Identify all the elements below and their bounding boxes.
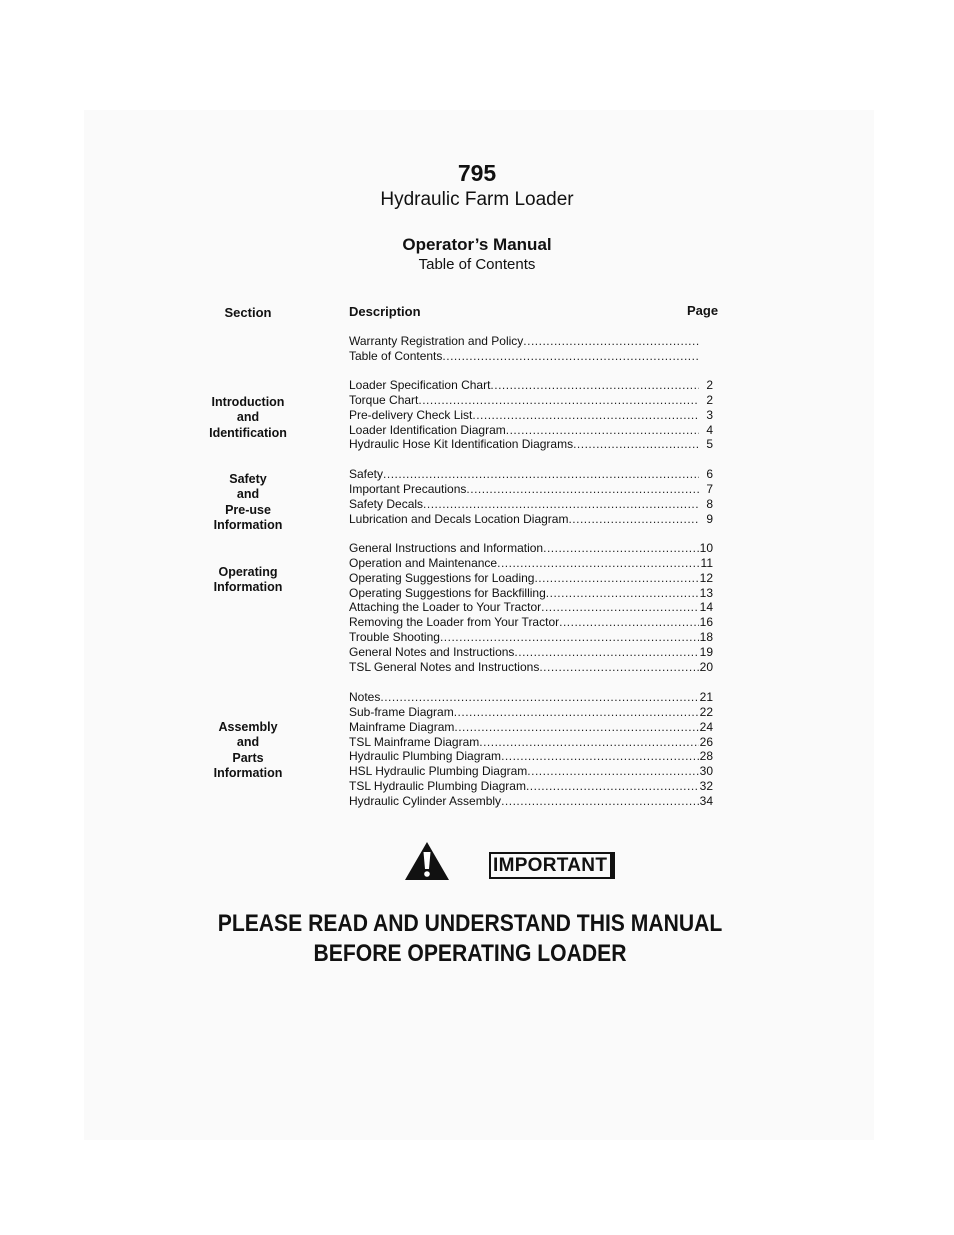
section-label-line: Pre-use bbox=[225, 502, 271, 517]
notice-line-2: BEFORE OPERATING LOADER bbox=[313, 940, 627, 967]
toc-entry-page: 32 bbox=[699, 779, 713, 794]
toc-entry-page: 26 bbox=[699, 734, 713, 749]
toc-entry-page: 20 bbox=[699, 659, 713, 674]
dot-leader bbox=[466, 482, 699, 497]
toc-entry bbox=[349, 378, 713, 393]
dot-leader bbox=[454, 720, 699, 735]
toc-entry bbox=[349, 556, 713, 571]
toc-entry-title: Trouble Shooting bbox=[349, 630, 440, 645]
dot-leader bbox=[418, 393, 699, 408]
toc-entry bbox=[349, 349, 713, 364]
dot-leader bbox=[501, 794, 699, 809]
toc-entry-page: 14 bbox=[699, 600, 713, 615]
toc-entry-title: Operating Suggestions for Loading bbox=[349, 570, 535, 585]
toc-entry bbox=[349, 393, 713, 408]
dot-leader bbox=[490, 378, 699, 393]
toc-entry bbox=[349, 571, 713, 586]
toc-entry bbox=[349, 735, 713, 750]
toc-entry-page: 19 bbox=[699, 644, 713, 659]
dot-leader bbox=[380, 690, 699, 705]
dot-leader bbox=[573, 437, 699, 452]
dot-leader bbox=[543, 541, 699, 556]
toc-entry-title: Loader Identification Diagram bbox=[349, 422, 506, 437]
toc-entry-title: Removing the Loader from Your Tractor bbox=[349, 615, 560, 630]
toc-entry bbox=[349, 705, 713, 720]
toc-entry-title: Table of Contents bbox=[349, 348, 443, 363]
toc-entry-page: 22 bbox=[699, 704, 713, 719]
toc-entry bbox=[349, 497, 713, 512]
toc-entry-title: Operating Suggestions for Backfilling bbox=[349, 585, 546, 600]
section-label-line: Information bbox=[213, 518, 283, 533]
toc-entry-page: 2 bbox=[706, 378, 713, 392]
toc-entry-page: 9 bbox=[706, 511, 713, 526]
toc-entry-page: 7 bbox=[706, 481, 713, 496]
toc-entry-title: General Instructions and Information bbox=[349, 541, 544, 555]
toc-entry-page: 11 bbox=[700, 555, 713, 570]
dot-leader bbox=[501, 749, 699, 764]
dot-leader bbox=[568, 512, 699, 527]
dot-leader bbox=[479, 735, 699, 750]
toc-entry bbox=[349, 794, 713, 809]
section-label-line: Identification bbox=[209, 425, 287, 440]
page-column-header: Page bbox=[687, 303, 719, 318]
toc-entry-page: 3 bbox=[706, 407, 713, 422]
toc-entry bbox=[349, 541, 713, 556]
toc-entry-title: Important Precautions bbox=[349, 481, 467, 496]
notice-line-1: PLEASE READ AND UNDERSTAND THIS MANUAL bbox=[217, 910, 723, 937]
toc-group bbox=[349, 378, 713, 452]
toc-title: Table of Contents bbox=[418, 256, 536, 273]
toc-entry-page: 18 bbox=[699, 630, 713, 645]
toc-entry bbox=[349, 437, 713, 452]
toc-group bbox=[349, 467, 713, 526]
section-label-line: Parts bbox=[232, 750, 264, 765]
toc-entry-title: Hydraulic Cylinder Assembly bbox=[349, 793, 502, 808]
toc-entry bbox=[349, 720, 713, 735]
toc-entry bbox=[349, 467, 713, 482]
toc-entry-title: General Notes and Instructions bbox=[349, 644, 515, 659]
dot-leader bbox=[454, 705, 699, 720]
toc-entry-title: TSL Mainframe Diagram bbox=[349, 734, 480, 749]
toc-entry-title: Safety bbox=[349, 467, 384, 481]
toc-group bbox=[349, 541, 713, 675]
dot-leader bbox=[472, 408, 699, 423]
toc-entry bbox=[349, 586, 713, 601]
section-label-line: Information bbox=[213, 580, 283, 595]
section-label bbox=[193, 395, 303, 441]
toc-entry-title: HSL Hydraulic Plumbing Diagram bbox=[349, 764, 528, 779]
toc-entry-page: 2 bbox=[706, 392, 713, 407]
toc-entry bbox=[349, 423, 713, 438]
toc-entry-title: Lubrication and Decals Location Diagram bbox=[349, 511, 569, 526]
toc-entry-title: Loader Specification Chart bbox=[349, 378, 491, 392]
section-column-header: Section bbox=[224, 305, 272, 320]
description-column-header: Description bbox=[349, 304, 421, 319]
toc-entry-title: Warranty Registration and Policy bbox=[349, 334, 524, 348]
section-label bbox=[193, 565, 303, 596]
section-label-line: Introduction bbox=[211, 395, 285, 409]
toc-entry-title: Attaching the Loader to Your Tractor bbox=[349, 600, 542, 615]
toc-entry-page: 6 bbox=[706, 467, 713, 481]
dot-leader bbox=[527, 764, 699, 779]
toc-entry-title: TSL General Notes and Instructions bbox=[349, 659, 540, 674]
toc-entry-page: 10 bbox=[699, 541, 713, 555]
dot-leader bbox=[523, 334, 699, 349]
dot-leader bbox=[442, 349, 699, 364]
section-label-line: Operating bbox=[218, 565, 278, 579]
toc-entry bbox=[349, 615, 713, 630]
toc-entry-page: 34 bbox=[699, 793, 713, 808]
dot-leader bbox=[526, 779, 699, 794]
dot-leader bbox=[506, 423, 699, 438]
toc-entry-title: Notes bbox=[349, 690, 381, 704]
toc-entry bbox=[349, 690, 713, 705]
dot-leader bbox=[539, 660, 699, 675]
dot-leader bbox=[423, 497, 699, 512]
toc-entry bbox=[349, 512, 713, 527]
toc-entry bbox=[349, 764, 713, 779]
toc-entry bbox=[349, 645, 713, 660]
section-label bbox=[193, 472, 303, 534]
toc-entry-title: Operation and Maintenance bbox=[349, 555, 498, 570]
toc-entry bbox=[349, 408, 713, 423]
warning-triangle-icon bbox=[404, 841, 450, 881]
manual-title: Operator’s Manual bbox=[402, 235, 552, 254]
toc-entry-page: 5 bbox=[706, 437, 713, 452]
toc-entry-title: Hydraulic Hose Kit Identification Diagrams bbox=[349, 437, 574, 452]
toc-entry-title: TSL Hydraulic Plumbing Diagram bbox=[349, 779, 526, 794]
toc-group bbox=[349, 690, 713, 809]
toc-entry-page: 28 bbox=[699, 749, 713, 764]
section-label-line: and bbox=[236, 410, 260, 425]
toc-entry-page: 12 bbox=[699, 570, 713, 585]
toc-entry-page: 30 bbox=[699, 764, 713, 779]
product-name: Hydraulic Farm Loader bbox=[380, 189, 574, 210]
dot-leader bbox=[534, 571, 699, 586]
toc-entry-page: 8 bbox=[706, 496, 713, 511]
dot-leader bbox=[559, 615, 699, 630]
toc-entry-page: 21 bbox=[699, 690, 713, 704]
toc-entry bbox=[349, 482, 713, 497]
toc-entry-page: 24 bbox=[699, 719, 713, 734]
section-label bbox=[193, 720, 303, 782]
section-label-line: and bbox=[236, 487, 260, 502]
section-label-line: Assembly bbox=[218, 720, 278, 734]
toc-entry-title: Pre-delivery Check List bbox=[349, 407, 473, 422]
toc-entry bbox=[349, 779, 713, 794]
section-label-line: Safety bbox=[229, 472, 267, 486]
toc-entry bbox=[349, 630, 713, 645]
toc-entry-title: Hydraulic Plumbing Diagram bbox=[349, 749, 502, 764]
section-label-line: Information bbox=[213, 766, 283, 781]
toc-entry-page: 4 bbox=[706, 422, 713, 437]
toc-entry bbox=[349, 749, 713, 764]
toc-entry-page: 13 bbox=[699, 585, 713, 600]
dot-leader bbox=[514, 645, 699, 660]
dot-leader bbox=[383, 467, 699, 482]
dot-leader bbox=[497, 556, 699, 571]
toc-entry-page: 16 bbox=[699, 615, 713, 630]
toc-entry-title: Sub-frame Diagram bbox=[349, 704, 454, 719]
model-number: 795 bbox=[457, 160, 497, 186]
toc-entry bbox=[349, 600, 713, 615]
dot-leader bbox=[541, 600, 699, 615]
toc-entry bbox=[349, 660, 713, 675]
dot-leader bbox=[440, 630, 699, 645]
toc-entry-title: Mainframe Diagram bbox=[349, 719, 455, 734]
section-label-line: and bbox=[236, 735, 260, 750]
toc-entry-title: Torque Chart bbox=[349, 392, 419, 407]
toc-entry bbox=[349, 334, 713, 349]
dot-leader bbox=[546, 586, 699, 601]
read-manual-notice bbox=[56, 909, 883, 969]
toc-group bbox=[349, 334, 713, 364]
toc-entry-title: Safety Decals bbox=[349, 496, 424, 511]
important-badge: IMPORTANT bbox=[489, 852, 615, 879]
